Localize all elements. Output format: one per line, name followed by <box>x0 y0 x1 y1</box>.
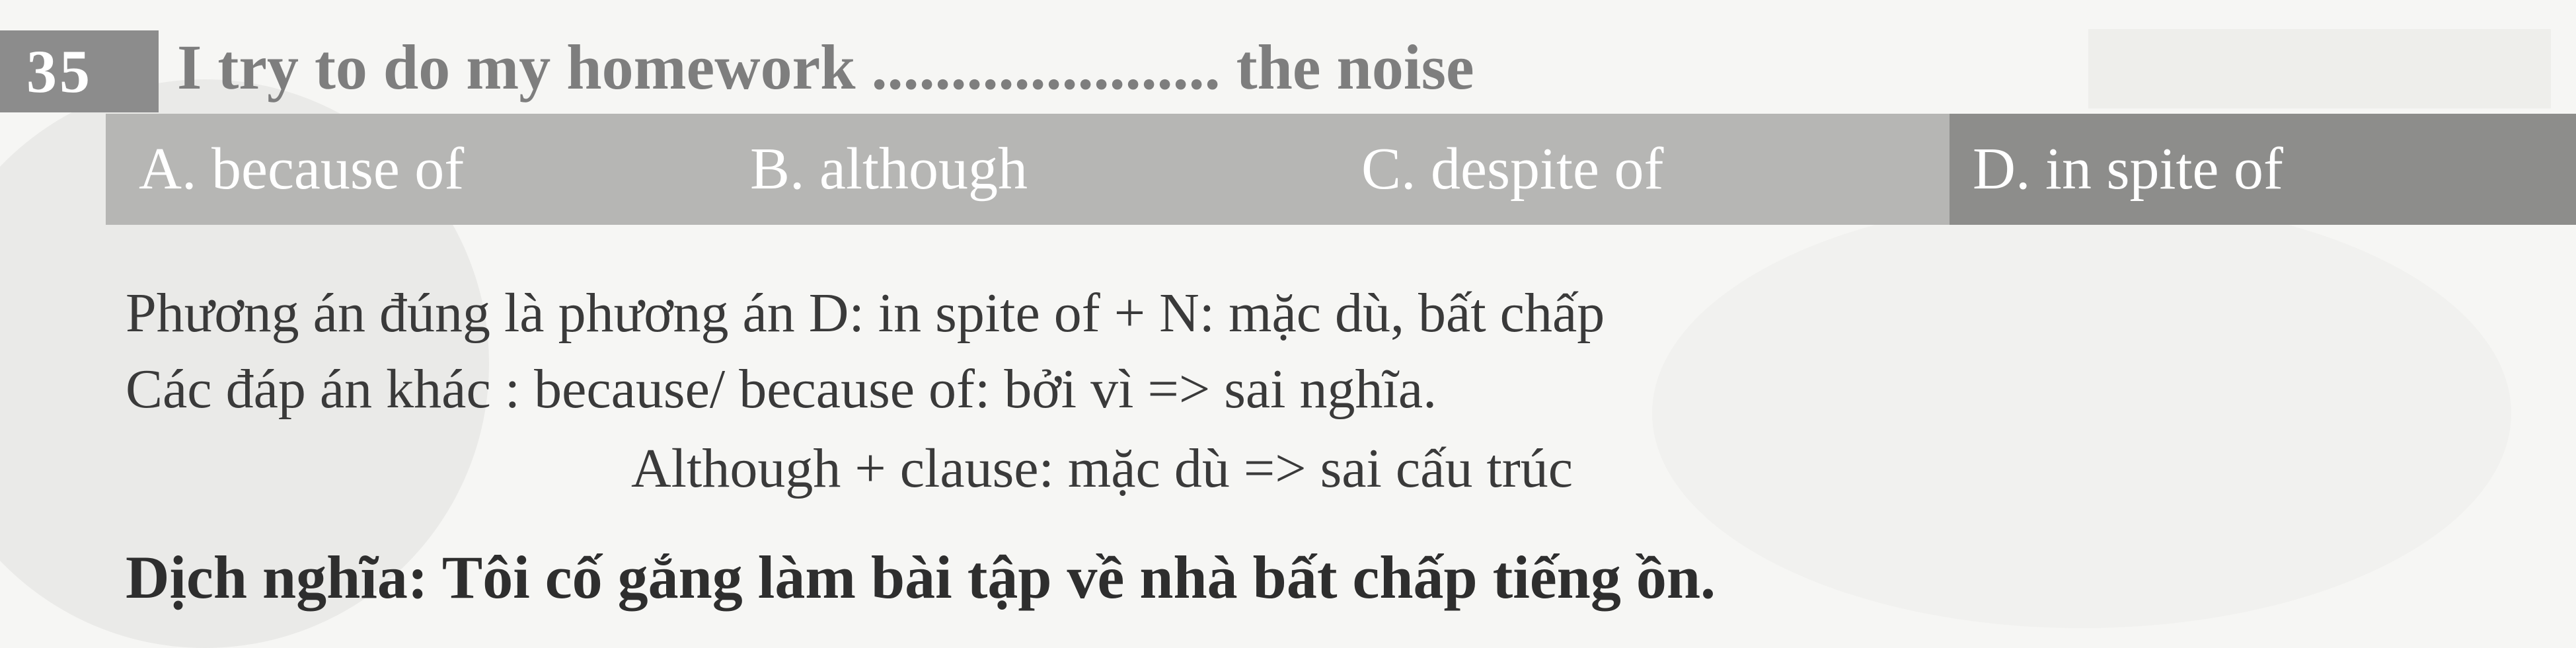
option-b[interactable]: B. although <box>750 136 1028 202</box>
background-watermark-decoration <box>1652 198 2511 628</box>
explanation-line-1: Phương án đúng là phương án D: in spite of + N: mặc dù, bất chấp <box>126 282 1605 344</box>
question-row <box>0 13 2576 112</box>
question-text: I try to do my homework ...................... the noise <box>177 32 1474 102</box>
option-c[interactable]: C. despite of <box>1361 136 1664 202</box>
explanation-line-3: Although + clause: mặc dù => sai cấu trúc <box>631 438 1573 499</box>
translation: Dịch nghĩa: Tôi cố gắng làm bài tập về nhà bất chấp tiếng ồn. <box>126 544 1716 611</box>
faded-header-decoration <box>2088 29 2551 108</box>
explanation-line-2: Các đáp án khác : because/ because of: bởi vì => sai nghĩa. <box>126 358 1437 420</box>
question-number: 35 <box>0 30 159 112</box>
option-a[interactable]: A. because of <box>139 136 465 202</box>
option-d[interactable]: D. in spite of <box>1973 136 2283 202</box>
